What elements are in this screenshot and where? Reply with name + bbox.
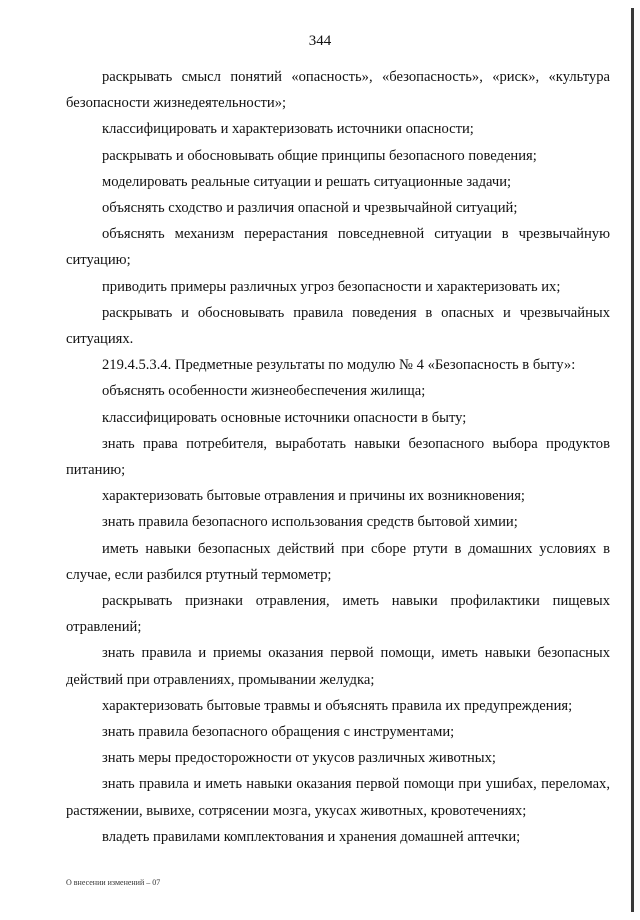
paragraph: моделировать реальные ситуации и решать ситуационные задачи;	[102, 173, 512, 190]
page-number: 344	[308, 33, 332, 49]
paragraph: знать меры предосторожности от укусов различных животных;	[102, 750, 496, 767]
body-text	[66, 64, 610, 850]
scan-edge	[631, 8, 634, 912]
paragraph: характеризовать бытовые травмы и объяснять правила их предупреждения;	[102, 697, 573, 714]
paragraph: владеть правилами комплектования и хранения домашней аптечки;	[102, 828, 521, 845]
paragraph: характеризовать бытовые отравления и причины их возникновения;	[102, 488, 525, 505]
paragraph: классифицировать основные источники опасности в быту;	[102, 409, 467, 426]
paragraph: знать права потребителя, выработать навыки безопасного выбора продуктов питанию;	[66, 435, 610, 479]
paragraph: знать правила безопасного обращения с инструментами;	[102, 724, 455, 741]
paragraph: объяснять механизм перерастания повседневной ситуации в чрезвычайную ситуацию;	[66, 226, 610, 269]
paragraph: знать правила и приемы оказания первой помощи, иметь навыки безопасных действий при отравлениях, промывании желудка;	[66, 645, 610, 688]
paragraph: приводить примеры различных угроз безопасности и характеризовать их;	[102, 278, 561, 295]
paragraph: иметь навыки безопасных действий при сборе ртути в домашних условиях в случае, если разбился ртутный термометр;	[66, 540, 610, 583]
paragraph: раскрывать и обосновывать общие принципы безопасного поведения;	[102, 147, 537, 164]
paragraph: классифицировать и характеризовать источники опасности;	[102, 121, 474, 138]
footer-note: О внесении изменений – 07	[66, 878, 161, 887]
paragraph: знать правила безопасного использования средств бытовой химии;	[102, 514, 518, 531]
paragraph: объяснять сходство и различия опасной и чрезвычайной ситуаций;	[102, 200, 518, 217]
paragraph: знать правила и иметь навыки оказания первой помощи при ушибах, переломах, растяжении, вывихе, сотрясении мозга, укусах животных, кровотечениях;	[66, 776, 610, 819]
paragraph: раскрывать смысл понятий «опасность», «безопасность», «риск», «культура безопасности жизнедеятельности»;	[66, 69, 610, 112]
paragraph: раскрывать признаки отравления, иметь навыки профилактики пищевых отравлений;	[66, 593, 610, 636]
paragraph: раскрывать и обосновывать правила поведения в опасных и чрезвычайных ситуациях.	[66, 304, 610, 348]
paragraph: объяснять особенности жизнеобеспечения жилища;	[102, 383, 426, 400]
section-heading: 219.4.5.3.4. Предметные результаты по модулю № 4 «Безопасность в быту»:	[102, 357, 576, 374]
